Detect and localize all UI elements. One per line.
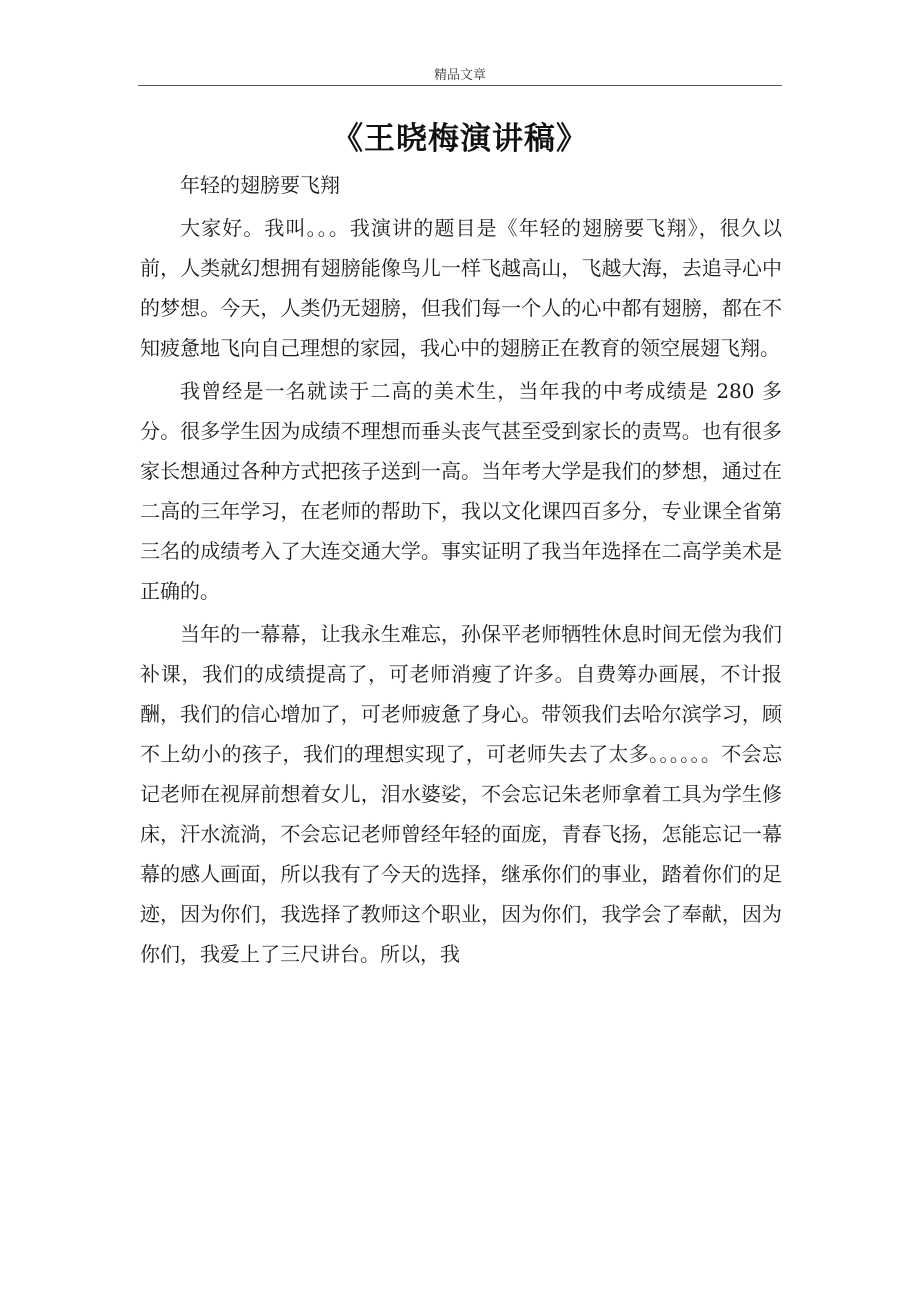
body-paragraph: 我曾经是一名就读于二高的美术生，当年我的中考成绩是 280 多分。很多学生因为成绩不理想而垂头丧气甚至受到家长的责骂。也有很多家长想通过各种方式把孩子送到一高。当年考大学是我们的梦想，通过在二高的三年学习，在老师的帮助下，我以文化课四百多分，专业课全省第三名的成绩考入了大连交通大学。事实证明了我当年选择在二高学美术是正确的。 [140, 379, 782, 603]
subtitle-paragraph: 年轻的翅膀要飞翔 [180, 173, 340, 197]
document-title: 《王晓梅演讲稿》 [332, 121, 588, 157]
header-divider [138, 85, 782, 86]
body-paragraph: 当年的一幕幕，让我永生难忘，孙保平老师牺牲休息时间无偿为我们补课，我们的成绩提高了，可老师消瘦了许多。自费筹办画展，不计报酬，我们的信心增加了，可老师疲惫了身心。带领我们去哈尔滨学习，顾不上幼小的孩子，我们的理想实现了，可老师失去了太多。。。。。。不会忘记老师在视屏前想着女儿，泪水婆娑，不会忘记朱老师拿着工具为学生修床，汗水流淌，不会忘记老师曾经年轻的面庞，青春飞扬，怎能忘记一幕幕的感人画面，所以我有了今天的选择，继承你们的事业，踏着你们的足迹，因为你们，我选择了教师这个职业，因为你们，我学会了奉献，因为你们，我爱上了三尺讲台。所以，我 [140, 622, 782, 966]
running-header: 精品文章 [433, 68, 486, 83]
body-paragraph: 大家好。我叫。。。我演讲的题目是《年轻的翅膀要飞翔》，很久以前，人类就幻想拥有翅膀能像鸟儿一样飞越高山，飞越大海，去追寻心中的梦想。今天，人类仍无翅膀，但我们每一个人的心中都有翅膀，都在不知疲惫地飞向自己理想的家园，我心中的翅膀正在教育的领空展翅飞翔。 [140, 216, 782, 360]
document-body [140, 165, 782, 974]
